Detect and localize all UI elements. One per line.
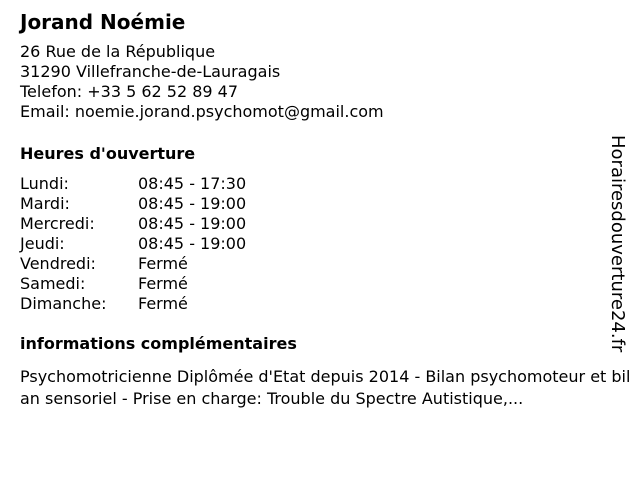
hours-time-value: 08:45 - 17:30 <box>138 174 247 193</box>
hours-day-label: Samedi: <box>20 274 86 293</box>
hours-row-monday <box>20 174 620 194</box>
business-name: Jorand Noémie <box>20 10 186 34</box>
hours-row-sunday <box>20 294 620 314</box>
hours-day-label: Mercredi: <box>20 214 95 233</box>
hours-time-value: 08:45 - 19:00 <box>138 214 247 233</box>
email-address: Email: noemie.jorand.psychomot@gmail.com <box>20 102 384 121</box>
hours-row-saturday <box>20 274 620 294</box>
site-watermark: Horairesdouverture24.fr <box>607 135 628 353</box>
hours-time-value: Fermé <box>138 294 188 313</box>
hours-row-wednesday <box>20 214 620 234</box>
hours-day-label: Lundi: <box>20 174 69 193</box>
hours-row-thursday <box>20 234 620 254</box>
hours-day-label: Jeudi: <box>20 234 65 253</box>
hours-day-label: Vendredi: <box>20 254 96 273</box>
address-street: 26 Rue de la République <box>20 42 216 61</box>
info-text: Psychomotricienne Diplômée d'Etat depuis 2014 - Bilan psychomoteur et bilan sensoriel - Prise en charge: Trouble du Spectre Autistique,... <box>20 367 631 408</box>
business-card <box>20 8 631 410</box>
hours-day-label: Mardi: <box>20 194 70 213</box>
hours-day-label: Dimanche: <box>20 294 107 313</box>
hours-row-tuesday <box>20 194 620 214</box>
hours-time-value: Fermé <box>138 254 188 273</box>
hours-table <box>20 174 620 314</box>
info-heading: informations complémentaires <box>20 334 297 353</box>
hours-time-value: 08:45 - 19:00 <box>138 194 247 213</box>
hours-time-value: Fermé <box>138 274 188 293</box>
hours-time-value: 08:45 - 19:00 <box>138 234 247 253</box>
hours-heading: Heures d'ouverture <box>20 144 196 163</box>
phone-number: Telefon: +33 5 62 52 89 47 <box>20 82 239 101</box>
address-city: 31290 Villefranche-de-Lauragais <box>20 62 281 81</box>
hours-row-friday <box>20 254 620 274</box>
